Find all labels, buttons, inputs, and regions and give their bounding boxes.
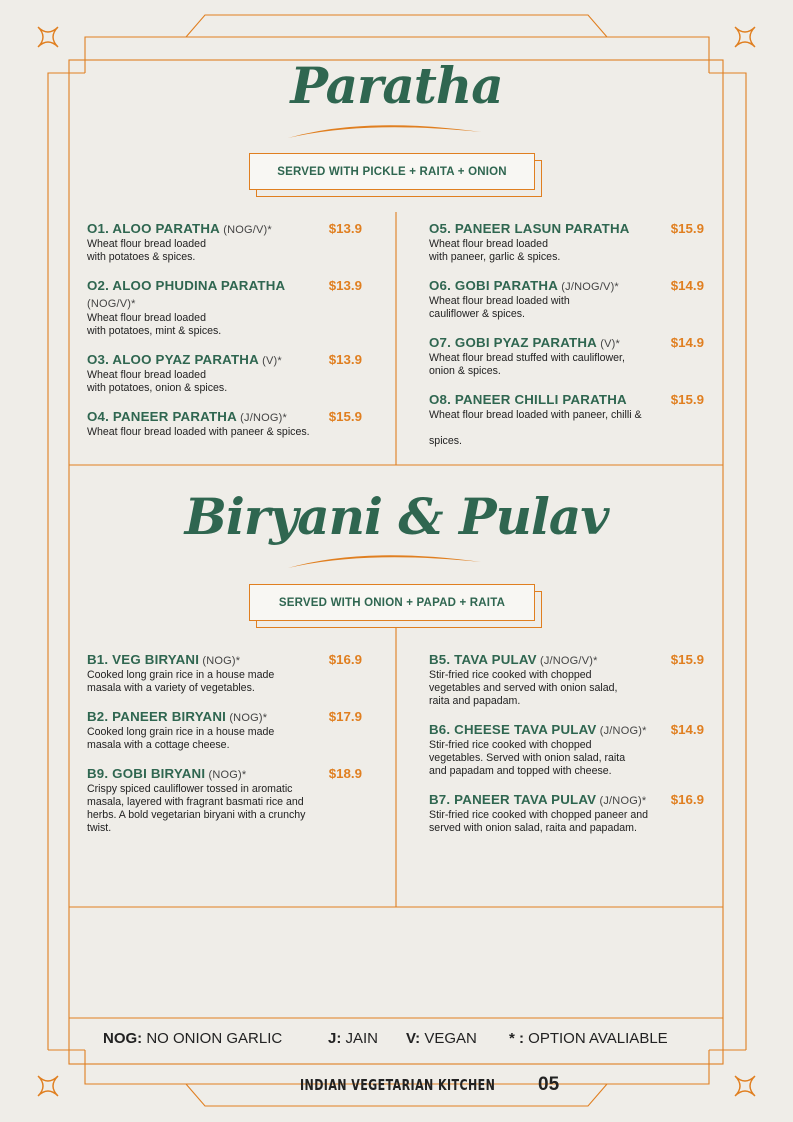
menu-item xyxy=(87,652,362,695)
menu-item-price: $14.9 xyxy=(670,722,704,737)
menu-item xyxy=(429,392,704,448)
menu-item xyxy=(87,409,362,439)
page-number: 05 xyxy=(538,1074,560,1095)
menu-item xyxy=(429,652,704,708)
menu-item-name xyxy=(429,722,647,739)
paratha-left-column xyxy=(87,221,362,453)
menu-item-name xyxy=(429,392,627,409)
menu-item-name xyxy=(87,352,282,369)
menu-item-header xyxy=(87,709,362,726)
menu-item-description: Wheat flour bread loaded with paneer, chilli & spices. xyxy=(429,409,642,447)
menu-item-title: O4. PANEER PARATHA xyxy=(87,409,237,424)
menu-item-price: $14.9 xyxy=(670,278,704,293)
menu-item-header xyxy=(429,335,704,352)
menu-item-header xyxy=(87,278,362,312)
biryani-served-banner: SERVED WITH ONION + PAPAD + RAITA xyxy=(249,584,535,621)
menu-item xyxy=(429,792,704,835)
biryani-right-column xyxy=(429,652,704,849)
menu-item-price: $15.9 xyxy=(670,221,704,236)
legend-vegan: V: VEGAN xyxy=(406,1030,477,1047)
menu-item xyxy=(87,352,362,395)
menu-item-header xyxy=(429,221,704,238)
menu-item-description: Stir-fried rice cooked with chopped vegetables and served with onion salad, raita and papadam. xyxy=(429,669,618,707)
menu-item-description: Wheat flour bread loaded with paneer, garlic & spices. xyxy=(429,238,561,263)
menu-item-name xyxy=(87,709,267,726)
menu-item-price: $15.9 xyxy=(670,652,704,667)
menu-item-price: $15.9 xyxy=(328,409,362,424)
dietary-tag: (NOG)* xyxy=(205,769,247,781)
menu-item-description: Cooked long grain rice in a house made masala with a variety of vegetables. xyxy=(87,669,275,694)
restaurant-name: INDIAN VEGETARIAN KITCHEN xyxy=(300,1076,496,1094)
menu-item-description: Crispy spiced cauliflower tossed in aromatic masala, layered with fragrant basmati rice and herbs. A bold vegetarian biryani with a crunchy twist. xyxy=(87,783,306,834)
dietary-tag: (NOG)* xyxy=(226,712,268,724)
menu-item xyxy=(429,722,704,778)
dietary-tag: (J/NOG)* xyxy=(236,412,287,424)
menu-item-price: $17.9 xyxy=(328,709,362,724)
menu-item xyxy=(87,278,362,338)
menu-item-title: B2. PANEER BIRYANI xyxy=(87,709,227,724)
legend-option: * : OPTION AVALIABLE xyxy=(509,1030,668,1047)
menu-item-title: O2. ALOO PHUDINA PARATHA xyxy=(87,278,286,293)
menu-item-description: Wheat flour bread loaded with potatoes & spices. xyxy=(87,238,206,263)
menu-item-header xyxy=(429,652,704,669)
menu-item-title: O6. GOBI PARATHA xyxy=(429,278,559,293)
menu-item-price: $13.9 xyxy=(328,221,362,236)
menu-item-description: Wheat flour bread loaded with potatoes, onion & spices. xyxy=(87,369,228,394)
menu-item-name xyxy=(429,221,630,238)
menu-item-title: O3. ALOO PYAZ PARATHA xyxy=(87,352,259,367)
menu-item-description: Cooked long grain rice in a house made masala with a cottage cheese. xyxy=(87,726,275,751)
menu-item-name xyxy=(87,221,272,238)
menu-item-header xyxy=(87,352,362,369)
menu-item-header xyxy=(87,409,362,426)
menu-item-title: O8. PANEER CHILLI PARATHA xyxy=(429,392,627,407)
menu-item-name xyxy=(87,409,287,426)
menu-item-header xyxy=(429,278,704,295)
dietary-tag: (J/NOG/V)* xyxy=(558,281,619,293)
legend-nog: NOG: NO ONION GARLIC xyxy=(103,1030,283,1047)
menu-item-description: Wheat flour bread loaded with paneer & spices. xyxy=(87,426,310,438)
paratha-served-banner: SERVED WITH PICKLE + RAITA + ONION xyxy=(249,153,535,190)
menu-item-header xyxy=(429,392,704,409)
menu-item-name xyxy=(429,335,620,352)
menu-item-header xyxy=(429,792,704,809)
dietary-legend xyxy=(70,1030,723,1050)
biryani-left-column xyxy=(87,652,362,849)
menu-item-title: O5. PANEER LASUN PARATHA xyxy=(429,221,630,236)
menu-item xyxy=(429,278,704,321)
legend-jain: J: JAIN xyxy=(328,1030,379,1047)
menu-item-header xyxy=(429,722,704,739)
menu-item-title: B6. CHEESE TAVA PULAV xyxy=(429,722,597,737)
menu-item-description: Stir-fried rice cooked with chopped paneer and served with onion salad, raita and papadam. xyxy=(429,809,649,834)
paratha-right-column xyxy=(429,221,704,462)
menu-item-description: Stir-fried rice cooked with chopped vegetables. Served with onion salad, raita and papadam and topped with cheese. xyxy=(429,739,626,777)
menu-item-title: B7. PANEER TAVA PULAV xyxy=(429,792,597,807)
dietary-tag: (J/NOG)* xyxy=(596,795,647,807)
menu-item-description: Wheat flour bread stuffed with cauliflower, onion & spices. xyxy=(429,352,625,377)
menu-item-price: $15.9 xyxy=(670,392,704,407)
menu-item-header xyxy=(87,652,362,669)
menu-item-description: Wheat flour bread loaded with cauliflower & spices. xyxy=(429,295,570,320)
menu-item-price: $18.9 xyxy=(328,766,362,781)
menu-item xyxy=(429,221,704,264)
dietary-tag: (V)* xyxy=(596,338,620,350)
menu-item-price: $13.9 xyxy=(328,352,362,367)
menu-item xyxy=(87,709,362,752)
menu-item-name xyxy=(429,278,619,295)
menu-item-price: $16.9 xyxy=(670,792,704,807)
dietary-tag: (NOG/V)* xyxy=(219,224,272,236)
title-swoosh-decoration xyxy=(285,118,485,142)
menu-item-title: O7. GOBI PYAZ PARATHA xyxy=(429,335,597,350)
menu-item-name xyxy=(429,652,598,669)
menu-item-price: $13.9 xyxy=(328,278,362,293)
menu-item-title: B1. VEG BIRYANI xyxy=(87,652,200,667)
menu-item-title: B9. GOBI BIRYANI xyxy=(87,766,206,781)
menu-item-name xyxy=(429,792,646,809)
menu-item-title: O1. ALOO PARATHA xyxy=(87,221,220,236)
title-swoosh-decoration xyxy=(285,548,485,572)
dietary-tag: (NOG)* xyxy=(199,655,241,667)
menu-item-price: $16.9 xyxy=(328,652,362,667)
dietary-tag: (J/NOG)* xyxy=(596,725,647,737)
menu-item xyxy=(87,221,362,264)
menu-item-header xyxy=(87,766,362,783)
dietary-tag: (NOG/V)* xyxy=(87,298,136,310)
menu-item xyxy=(87,766,362,835)
dietary-tag: (J/NOG/V)* xyxy=(536,655,598,667)
paratha-title: Paratha xyxy=(290,56,503,115)
menu-item-name xyxy=(87,766,246,783)
menu-item-title: B5. TAVA PULAV xyxy=(429,652,537,667)
menu-item xyxy=(429,335,704,378)
dietary-tag: (V)* xyxy=(258,355,282,367)
menu-item-header xyxy=(87,221,362,238)
biryani-title: Biryani & Pulav xyxy=(184,487,609,546)
menu-item-price: $14.9 xyxy=(670,335,704,350)
menu-item-description: Wheat flour bread loaded with potatoes, mint & spices. xyxy=(87,312,222,337)
menu-item-name xyxy=(87,652,240,669)
menu-item-name xyxy=(87,278,321,312)
